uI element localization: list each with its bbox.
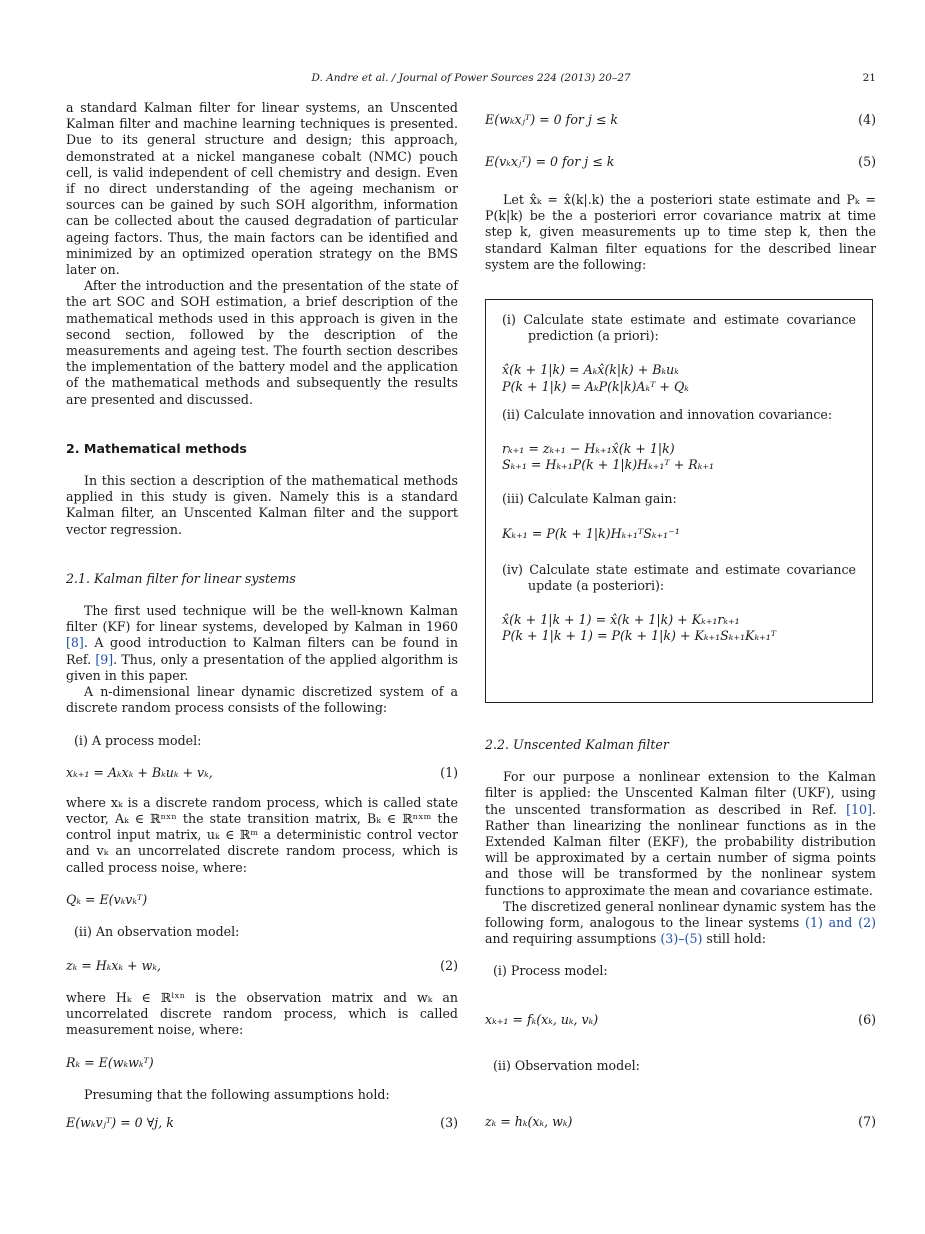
- algorithm-step: (i) Calculate state estimate and estimate covariance prediction (a priori):: [502, 312, 856, 344]
- list-item: (ii) An observation model:: [74, 923, 240, 939]
- equation-body: xₖ₊₁ = fₖ(xₖ, uₖ, vₖ): [485, 1011, 599, 1027]
- subsection-heading: 2.2. Unscented Kalman filter: [485, 737, 669, 753]
- equation-number: (3): [440, 1114, 458, 1130]
- equation: rₖ₊₁ = zₖ₊₁ − Hₖ₊₁x̂(k + 1|k): [502, 441, 675, 457]
- equation: P(k + 1|k + 1) = P(k + 1|k) + Kₖ₊₁Sₖ₊₁Kₖ₊₁ᵀ: [502, 628, 777, 644]
- equation-number: (4): [858, 112, 876, 127]
- right-column: [485, 100, 876, 1132]
- text-run: The first used technique will be the well-known Kalman filter (KF) for linear systems, developed by Kalman in 1960: [66, 603, 458, 635]
- text-run: and requiring assumptions: [485, 931, 661, 947]
- algorithm-step: (ii) Calculate innovation and innovation covariance:: [502, 406, 833, 422]
- page-number: 21: [862, 72, 876, 84]
- equation: Kₖ₊₁ = P(k + 1|k)Hₖ₊₁ᵀSₖ₊₁⁻¹: [502, 525, 680, 541]
- paragraph: where Hₖ ∈ ℝˡˣⁿ is the observation matrix and wₖ an uncorrelated discrete random process, which is called measurement noise, where:: [66, 989, 458, 1038]
- list-item: (i) Process model:: [493, 963, 608, 979]
- paragraph: [485, 769, 876, 899]
- text-run: still hold:: [702, 931, 767, 947]
- equation: x̂(k + 1|k + 1) = x̂(k + 1|k) + Kₖ₊₁rₖ₊₁: [502, 612, 740, 628]
- equation-number: (2): [440, 957, 458, 973]
- equation: x̂(k + 1|k) = Aₖx̂(k|k) + Bₖuₖ: [502, 362, 679, 378]
- algorithm-step: (iv) Calculate state estimate and estimate covariance update (a posteriori):: [502, 561, 856, 594]
- text-run: . Thus, only a presentation of the applied algorithm is given in this paper.: [66, 651, 458, 683]
- kalman-algorithm-box: [485, 299, 873, 703]
- journal-citation: D. Andre et al. / Journal of Power Sources 224 (2013) 20–27: [311, 72, 631, 84]
- equation-body: E(wₖvⱼᵀ) = 0 ∀j, k: [66, 1114, 174, 1130]
- text-run: . Rather than linearizing the nonlinear functions as in the Extended Kalman filter (EKF), the probability distribution will be approximated by a certain number of sigma points and those will be transformed by the nonlinear system functions to approximate the mean and covariance estimate.: [485, 801, 876, 898]
- equation: [485, 112, 876, 130]
- equation: [66, 892, 458, 910]
- paragraph: where xₖ is a discrete random process, which is called state vector, Aₖ ∈ ℝⁿˣⁿ the state transition matrix, Bₖ ∈ ℝⁿˣᵐ the control input matrix, uₖ ∈ ℝᵐ a deterministic control vector and vₖ an uncorrelated discrete random process, which is called process noise, where:: [66, 794, 458, 875]
- paragraph: Presuming that the following assumptions hold:: [84, 1086, 390, 1102]
- equation: [66, 1115, 458, 1133]
- equation-body: E(wₖxⱼᵀ) = 0 for j ≤ k: [485, 112, 619, 127]
- equation-number: (6): [858, 1011, 876, 1027]
- paragraph: After the introduction and the presentation of the state of the art SOC and SOH estimation, a brief description of the mathematical methods used in this approach is given in the second section, followed by the description of the measurements and ageing test. The fourth section describes the implementation of the battery model and the application of the mathematical methods and subsequently the results are presented and discussed.: [66, 278, 458, 407]
- equation-number: (7): [858, 1113, 876, 1129]
- equation: P(k + 1|k) = AₖP(k|k)Aₖᵀ + Qₖ: [502, 378, 689, 394]
- equation: Sₖ₊₁ = Hₖ₊₁P(k + 1|k)Hₖ₊₁ᵀ + Rₖ₊₁: [502, 457, 715, 473]
- citation-link[interactable]: [10]: [846, 801, 872, 817]
- equation-body: xₖ₊₁ = Aₖxₖ + Bₖuₖ + vₖ,: [66, 764, 213, 780]
- text-run: For our purpose a nonlinear extension to the Kalman filter is applied: the Unscented Kalman filter (UKF), using the unscented transformation as described in Ref.: [485, 769, 876, 817]
- paragraph: [66, 603, 458, 684]
- equation: [66, 1055, 458, 1073]
- equation-number: (1): [440, 764, 458, 780]
- equation-body: zₖ = hₖ(xₖ, wₖ): [485, 1113, 573, 1129]
- list-item: (ii) Observation model:: [493, 1057, 640, 1073]
- equation: [485, 154, 876, 172]
- equation: [66, 958, 458, 976]
- equation-link[interactable]: (1) and (2): [805, 915, 876, 931]
- algorithm-step: (iii) Calculate Kalman gain:: [502, 491, 677, 507]
- paragraph: A n-dimensional linear dynamic discretized system of a discrete random process consists of the following:: [66, 684, 458, 716]
- equation-body: zₖ = Hₖxₖ + wₖ,: [66, 957, 161, 973]
- left-column: [66, 100, 458, 1133]
- section-heading: 2. Mathematical methods: [66, 440, 247, 456]
- equation-link[interactable]: (3)–(5): [660, 931, 703, 947]
- text-run: . A good introduction to Kalman filters can be found in Ref.: [66, 635, 458, 667]
- subsection-heading: 2.1. Kalman filter for linear systems: [66, 570, 296, 586]
- paragraph: In this section a description of the mathematical methods applied in this study is given. Namely this is a standard Kalman filter, an Unscented Kalman filter and the support vector regression.: [66, 473, 458, 537]
- paragraph: Let x̂ₖ = x̂(k|.k) the a posteriori state estimate and Pₖ = P(k|k) be the a posteriori error covariance matrix at time step k, given measurements up to time step k, then the standard Kalman filter equations for the described linear system are the following:: [485, 192, 876, 272]
- citation-link[interactable]: [9]: [95, 651, 114, 667]
- equation: [66, 765, 458, 783]
- equation-body: E(vₖxⱼᵀ) = 0 for j ≤ k: [485, 154, 615, 169]
- equation-body: Rₖ = E(wₖwₖᵀ): [66, 1054, 154, 1070]
- paragraph: [485, 899, 876, 948]
- list-item: (i) A process model:: [74, 732, 202, 748]
- paragraph: a standard Kalman filter for linear systems, an Unscented Kalman filter and machine learning techniques is presented. Due to its general structure and design; this approach, demonstrated at a nickel manganese cobalt (NMC) pouch cell, is valid independent of cell chemistry and design. Even if no direct understanding of the ageing mechanism or sources can be gained by such SOH algorithm, information can be collected about the caused degradation of particular ageing factors. Thus, the main factors can be identified and minimized by an optimized operation strategy on the BMS later on.: [66, 100, 458, 278]
- citation-link[interactable]: [8]: [66, 635, 84, 651]
- equation: [485, 1114, 876, 1132]
- text-run: The discretized general nonlinear dynamic system has the following form, analogous to the linear systems: [485, 898, 876, 931]
- equation-number: (5): [858, 154, 876, 169]
- equation: [485, 1012, 876, 1030]
- equation-body: Qₖ = E(vₖvₖᵀ): [66, 891, 148, 907]
